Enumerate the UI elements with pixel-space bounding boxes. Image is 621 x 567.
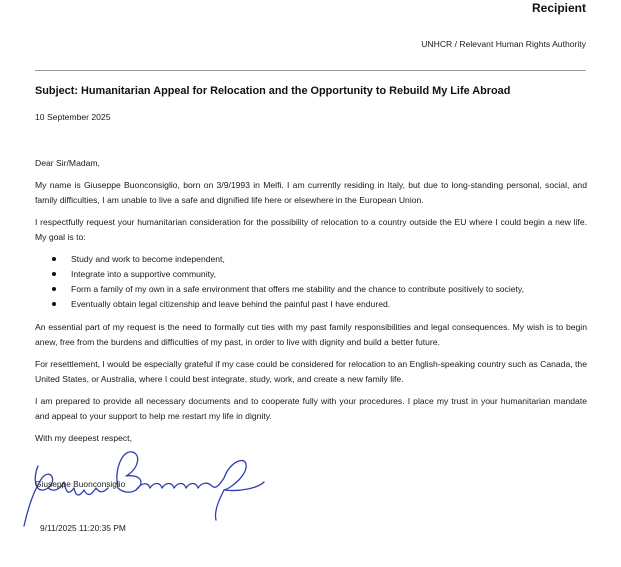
list-item xyxy=(35,297,595,312)
goal-text: Integrate into a supportive community, xyxy=(71,269,217,279)
salutation: Dear Sir/Madam, xyxy=(35,158,100,168)
handwritten-signature xyxy=(18,448,268,534)
goal-text: Form a family of my own in a safe environment that offers me stability and the chance to contribute positively to society, xyxy=(71,284,524,294)
letter-date: 10 September 2025 xyxy=(35,112,111,122)
bullet-icon xyxy=(52,302,56,306)
paragraph-request: I respectfully request your humanitarian consideration for the possibility of relocation to a country outside the EU where I could begin a new life. My goal is to: xyxy=(35,217,587,242)
bullet-icon xyxy=(52,257,56,261)
list-item xyxy=(35,252,595,267)
goals-list xyxy=(35,252,595,312)
list-item xyxy=(35,267,595,282)
recipient-heading: Recipient xyxy=(531,1,586,15)
signature-timestamp: 9/11/2025 11:20:35 PM xyxy=(40,523,126,533)
paragraph-cut-ties: An essential part of my request is the need to formally cut ties with my past family responsibilities and legal consequences. My wish is to begin anew, free from the burdens and difficulties of my past, in order to live with dignity and build a better future. xyxy=(35,322,587,347)
bullet-icon xyxy=(52,287,56,291)
paragraph-resettlement: For resettlement, I would be especially grateful if my case could be considered for relocation to an English-speaking country such as Canada, the United States, or Australia, where I could best integrate, study, work, and create a new family life. xyxy=(35,359,587,384)
signer-name: Giuseppe Buonconsiglio xyxy=(35,479,126,489)
paragraph-introduction: My name is Giuseppe Buonconsiglio, born on 3/9/1993 in Melfi. I am currently residing in Italy, but due to long-standing personal, social, and family difficulties, I am unable to live a safe and dignified life here or elsewhere in the European Union. xyxy=(35,180,587,205)
header-divider xyxy=(35,70,586,71)
goal-text: Study and work to become independent, xyxy=(71,254,225,264)
recipient-organization: UNHCR / Relevant Human Rights Authority xyxy=(421,39,586,49)
goal-text: Eventually obtain legal citizenship and leave behind the painful past I have endured. xyxy=(71,299,391,309)
bullet-icon xyxy=(52,272,56,276)
list-item xyxy=(35,282,595,297)
paragraph-cooperation: I am prepared to provide all necessary documents and to cooperate fully with your procedures. I place my trust in your humanitarian mandate and appeal to your support to help me restart my life in dignity. xyxy=(35,396,587,421)
letter-subject: Subject: Humanitarian Appeal for Relocation and the Opportunity to Rebuild My Life Abroad xyxy=(35,85,511,97)
closing-line: With my deepest respect, xyxy=(35,433,132,443)
